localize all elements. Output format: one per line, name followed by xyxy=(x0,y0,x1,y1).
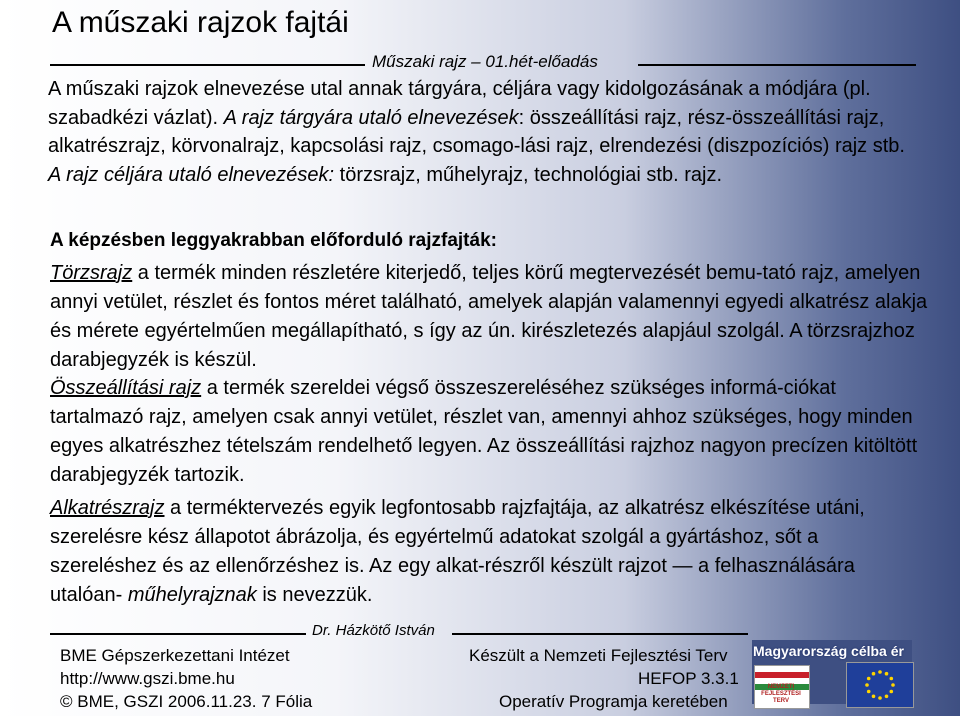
footer-op: Operatív Programja keretében xyxy=(499,692,728,711)
nft-logo-text: NEMZETI FEJLESZTÉSI TERV xyxy=(761,684,801,704)
intro-paragraph xyxy=(48,75,918,189)
badge-text: Magyarország célba ér xyxy=(753,643,904,659)
slide-title: A műszaki rajzok fajtái xyxy=(52,6,349,39)
eu-star xyxy=(867,690,871,694)
paragraph-osszeallitasi xyxy=(50,374,930,490)
eu-stars xyxy=(847,663,913,707)
term-alkatreszrajz: Alkatrészrajz xyxy=(50,497,165,519)
section-heading: A képzésben leggyakrabban előforduló rajzfajták: xyxy=(50,230,497,251)
intro-text-1: A műszaki rajzok elnevezése utal annak tárgyára, céljára vagy kidolgozásának a módjára (pl. szabadkézi vázlat). xyxy=(48,78,871,129)
footer-author: Dr. Házkötő István xyxy=(312,622,435,639)
eu-star xyxy=(872,672,876,676)
title-rule-left xyxy=(50,64,365,66)
eu-star xyxy=(878,696,882,700)
footer-url[interactable]: http://www.gszi.bme.hu xyxy=(60,669,235,688)
eu-star xyxy=(878,670,882,674)
intro-text-2: : összeállítási rajz, rész-összeállítási rajz, alkatrészrajz, körvonalrajz, kapcsolási rajz, csomago-lási rajz, elrendezési (diszpozíciós) rajz stb. xyxy=(48,106,905,158)
term-muhelyrajz: műhelyrajznak xyxy=(127,584,257,606)
eu-flag-icon xyxy=(846,662,914,708)
paragraph-torzsrajz xyxy=(50,259,930,375)
title-rule-right xyxy=(638,64,916,66)
footer-institute: BME Gépszerkezettani Intézet xyxy=(60,646,290,665)
text-osszeallitasi: a termék szereldei végső összeszereléséhez szükséges informá-ciókat tartalmazó rajz, amelyen csak annyi vetület, részlet van, amennyi ahhoz szükséges, hogy minden egyes alkatrészhez tételszám rendelhető legyen. Az összeállítási rajzhoz nagyon precízen kitöltött darabjegyzék tartozik. xyxy=(50,377,918,486)
paragraph-alkatreszrajz xyxy=(50,494,930,610)
text-torzsrajz: a termék minden részletére kiterjedő, teljes körű megtervezését bemu-tató rajz, amelyen annyi vetület, részlet és fontos méret található, amelyek alapján valamennyi egyedi alkatrész alakja és mérete egyértelműen megállapítható, s így az ún. kirészletezés alapjául szolgál. A törzsrajzhoz darabjegyzék is készül. xyxy=(50,262,928,371)
footer-hefop: HEFOP 3.3.1 xyxy=(638,669,739,688)
eu-star xyxy=(890,677,894,681)
text-alkatreszrajz-tail: is nevezzük. xyxy=(256,584,373,606)
footer-copyright: © BME, GSZI 2006.11.23. 7 Fólia xyxy=(60,692,313,711)
footer-nft: Készült a Nemzeti Fejlesztési Terv xyxy=(469,646,728,665)
intro-text-3: törzsrajz, műhelyrajz, technológiai stb. rajz. xyxy=(334,163,723,186)
term-osszeallitasi: Összeállítási rajz xyxy=(50,377,202,399)
eu-star xyxy=(891,683,895,687)
term-torzsrajz: Törzsrajz xyxy=(50,262,133,284)
eu-star xyxy=(867,677,871,681)
intro-term-purpose: A rajz céljára utaló elnevezések: xyxy=(48,163,335,186)
intro-term-subject: A rajz tárgyára utaló elnevezések xyxy=(223,106,519,129)
eu-star xyxy=(885,695,889,699)
eu-star xyxy=(885,672,889,676)
slide-subtitle: Műszaki rajz – 01.hét-előadás xyxy=(372,52,598,71)
eu-star xyxy=(872,695,876,699)
eu-star xyxy=(865,683,869,687)
text-alkatreszrajz: a terméktervezés egyik legfontosabb rajzfajtája, az alkatrész elkészítése utáni, szerelésre kész állapotot ábrázolja, és egyértelmű adatokat szolgál a gyártáshoz, sőt a szereléshez és az ellenőrzéshez is. Az egy alkat-részről készült rajzot — a felhasználására utalóan- xyxy=(50,497,865,606)
footer-rule-right xyxy=(452,633,748,635)
footer-rule-left xyxy=(50,633,306,635)
eu-star xyxy=(890,690,894,694)
